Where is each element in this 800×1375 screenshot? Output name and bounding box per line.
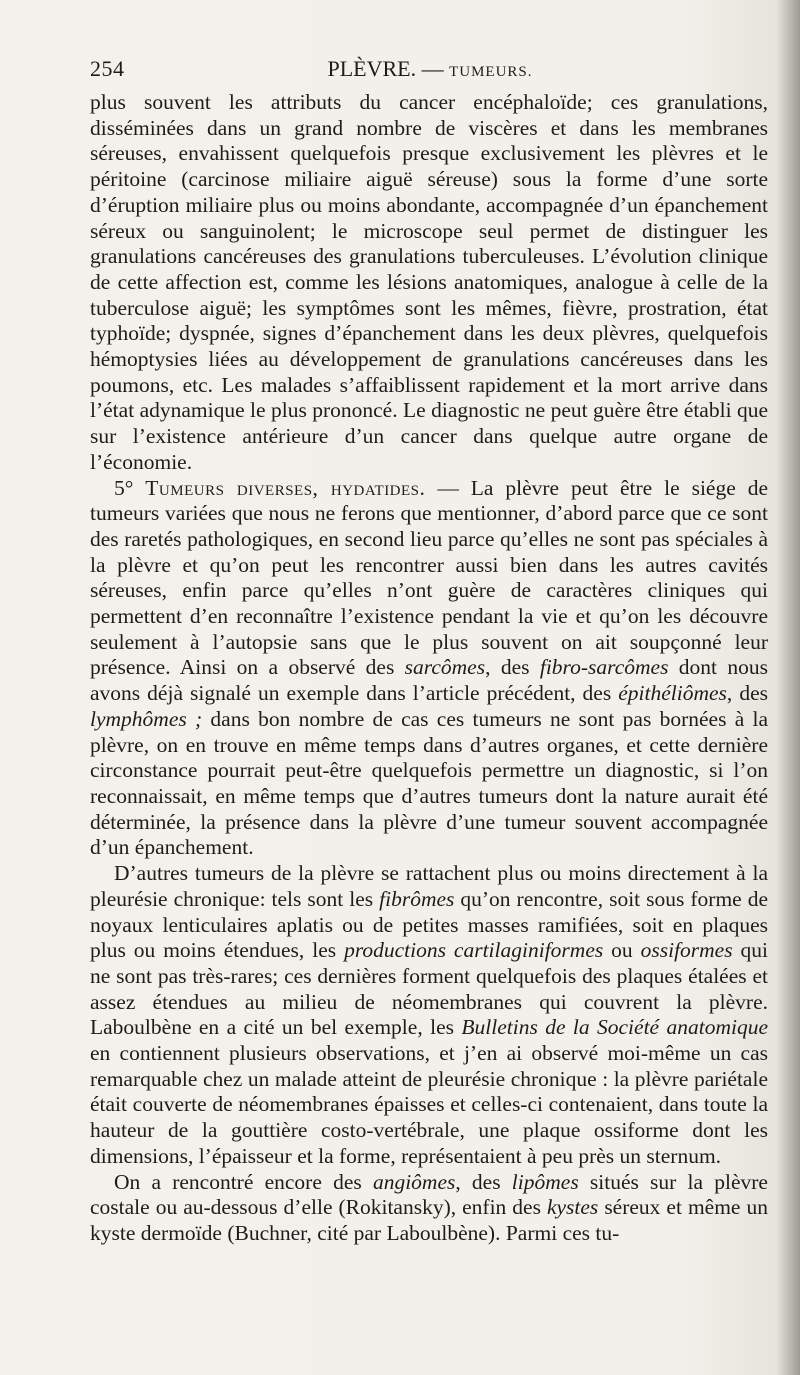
paragraph-4-text-1: On a rencontré encore des: [114, 1169, 373, 1194]
running-head: [90, 56, 770, 82]
term-kystes: kystes: [546, 1195, 599, 1220]
running-head-section: TUMEURS.: [449, 64, 533, 80]
paragraph-3-text-3: ou: [603, 938, 641, 963]
term-fibro-sarcomes: fibro-sarcômes: [539, 655, 669, 680]
paragraph-4-text-2: , des: [455, 1169, 512, 1194]
body-text: [90, 90, 768, 1247]
section-number: 5°: [114, 475, 134, 500]
term-sarcomes: sarcômes: [404, 655, 486, 680]
paragraph-2-text-4: , des: [726, 681, 768, 706]
page-number: 254: [90, 56, 125, 81]
paragraph-4: [90, 1170, 768, 1247]
paragraph-3-text-2: qu’on rencontre, soit sous forme de noyaux lenticulaires aplatis ou de petites masses ramifiées, soit en plaques plus ou moins étendues, les: [90, 886, 768, 963]
paragraph-3-text-4: qui ne sont pas très-rares; ces dernières forment quelquefois des plaques étalées et assez étendues au milieu de néomembranes qui couvrent la plèvre. Laboulbène en a cité un bel exemple, les: [90, 938, 769, 1040]
term-angiomes: angiômes: [372, 1169, 456, 1194]
paragraph-3-text-1: D’autres tumeurs de la plèvre se rattachent plus ou moins directement à la pleurésie chronique: tels sont les: [90, 861, 768, 911]
page-header: [90, 52, 770, 88]
term-lipomes: lipômes: [511, 1169, 579, 1194]
running-head-title: PLÈVRE.: [327, 56, 417, 81]
paragraph-2-text-2: , des: [485, 655, 540, 680]
term-bulletins: Bulletins de la Société anatomique: [461, 1015, 769, 1040]
term-ossiformes: ossiformes: [640, 938, 733, 963]
paragraph-4-text-3: situés sur la plèvre costale ou au-dessous d’elle (Rokitansky), enfin des: [90, 1169, 768, 1220]
paragraph-2-text-5: dans bon nombre de cas ces tumeurs ne sont pas bornées à la plèvre, on en trouve en même temps dans d’autres organes, et cette dernière circonstance pourrait peut-être quelquefois permettre un diagnostic, si l’on reconnaissait, en même temps que d’autres tumeurs dont la nature aurait été déterminée, la présence dans la plèvre d’une tumeur souvent accompagnée d’un épanchement.: [90, 706, 769, 860]
term-productions-cartilaginiformes: productions cartilaginiformes: [344, 938, 604, 963]
running-head-dash: —: [416, 56, 450, 81]
paragraph-3: [90, 861, 768, 1169]
paragraph-2-text-1: — La plèvre peut être le siége de tumeurs variées que nous ne ferons que mentionner, d’abord parce que ce sont des raretés pathologiques, en second lieu parce qu’elles ne sont pas spéciales à la plèvre et qu’on peut les rencontrer aussi bien dans les autres cavités séreuses, enfin parce qu’elles n’ont guère de caractères cliniques qui permettent d’en reconnaître l’existence pendant la vie et qu’on les découvre seulement à l’autopsie sans que le plus souvent on ait soupçonné leur présence. Ainsi on a observé des: [90, 475, 768, 680]
paragraph-3-text-5: en contiennent plusieurs observations, et j’en ai observé moi-même un cas remarquable chez un malade atteint de pleurésie chronique : la plèvre pariétale était couverte de néomembranes épaisses et celles-ci contenaient, dans toute la hauteur de la gouttière costo-vertébrale, une plaque ossiforme dont les dimensions, l’épaisseur et la forme, représentaient à peu près un sternum.: [90, 1041, 768, 1168]
term-epitheliomes: épithéliômes: [618, 681, 727, 706]
paragraph-1: plus souvent les attributs du cancer encéphaloïde; ces granulations, disséminées dans un grand nombre de viscères et dans les membranes séreuses, envahissent quelquefois presque exclusivement les plèvres et le péritoine (carcinose miliaire aiguë séreuse) sous la forme d’une sorte d’éruption miliaire plus ou moins abondante, accompagnée d’un épanchement séreux ou sanguinolent; le microscope seul permet de distinguer les granulations cancéreuses des granulations tuberculeuses. L’évolution clinique de cette affection est, comme les lésions anatomiques, analogue à celle de la tuberculose aiguë; les symptômes sont les mêmes, fièvre, prostration, état typhoïde; dyspnée, signes d’épanchement dans les deux plèvres, quelquefois hémoptysies liées au développement de granulations cancéreuses dans les poumons, etc. Les malades s’affaiblissent rapidement et la mort arrive dans l’état adynamique le plus prononcé. Le diagnostic ne peut guère être établi que sur l’existence antérieure d’un cancer dans quelque autre organe de l’économie.: [90, 90, 768, 474]
paragraph-2: [90, 476, 768, 862]
term-fibromes: fibrômes: [379, 886, 455, 911]
term-lymphomes: lymphômes ;: [90, 706, 203, 731]
paragraph-2-text-3: dont nous avons déjà signalé un exemple dans l’article précédent, des: [90, 655, 768, 706]
paragraph-4-text-4: séreux et même un kyste dermoïde (Buchner, cité par Laboulbène). Parmi ces tu-: [90, 1195, 768, 1245]
section-heading: Tumeurs diverses, hydatides.: [145, 475, 426, 500]
